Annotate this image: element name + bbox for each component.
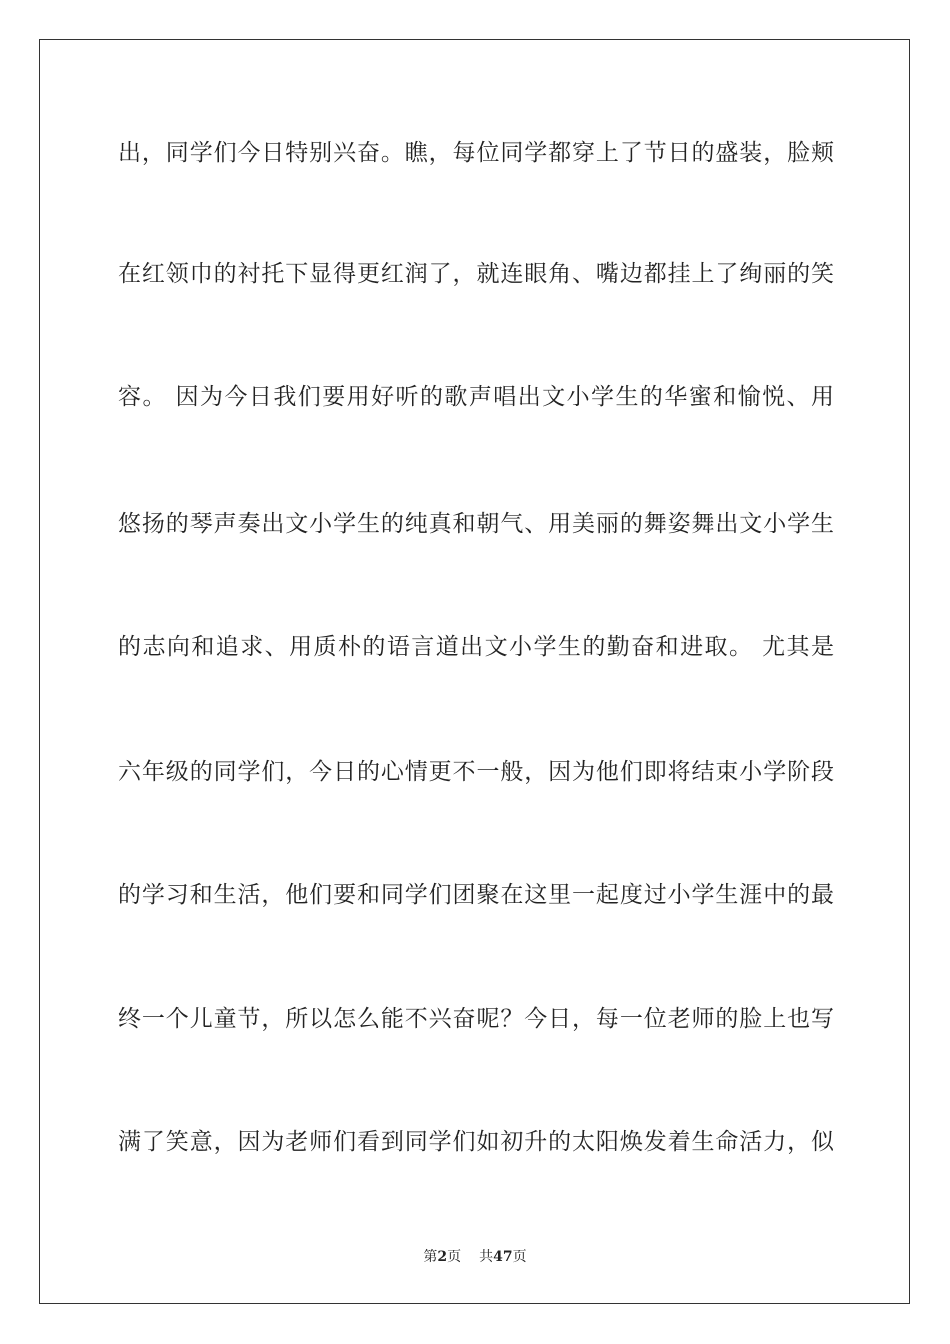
text-line: 容。 因为今日我们要用好听的歌声唱出文小学生的华蜜和愉悦、用	[118, 384, 834, 410]
text-line: 六年级的同学们，今日的心情更不一般，因为他们即将结束小学阶段	[118, 759, 834, 785]
text-line: 悠扬的琴声奏出文小学生的纯真和朝气、用美丽的舞姿舞出文小学生	[118, 511, 834, 537]
text-line: 终一个儿童节，所以怎么能不兴奋呢？今日，每一位老师的脸上也写	[118, 1006, 834, 1032]
total-prefix: 共	[479, 1249, 494, 1265]
page-prefix: 第	[423, 1249, 438, 1265]
page-suffix: 页	[447, 1249, 462, 1265]
page-number: 2	[437, 1249, 448, 1265]
text-line: 在红领巾的衬托下显得更红润了，就连眼角、嘴边都挂上了绚丽的笑	[118, 261, 834, 287]
page-border	[39, 39, 910, 1304]
text-line: 的学习和生活，他们要和同学们团聚在这里一起度过小学生涯中的最	[118, 882, 834, 908]
total-pages: 47	[493, 1249, 513, 1265]
page-footer	[0, 1248, 950, 1266]
text-line: 的志向和追求、用质朴的语言道出文小学生的勤奋和进取。 尤其是	[118, 634, 834, 660]
text-line: 出，同学们今日特别兴奋。瞧，每位同学都穿上了节日的盛装，脸颊	[118, 140, 834, 166]
text-line: 满了笑意，因为老师们看到同学们如初升的太阳焕发着生命活力，似	[118, 1129, 834, 1155]
total-suffix: 页	[512, 1249, 527, 1265]
